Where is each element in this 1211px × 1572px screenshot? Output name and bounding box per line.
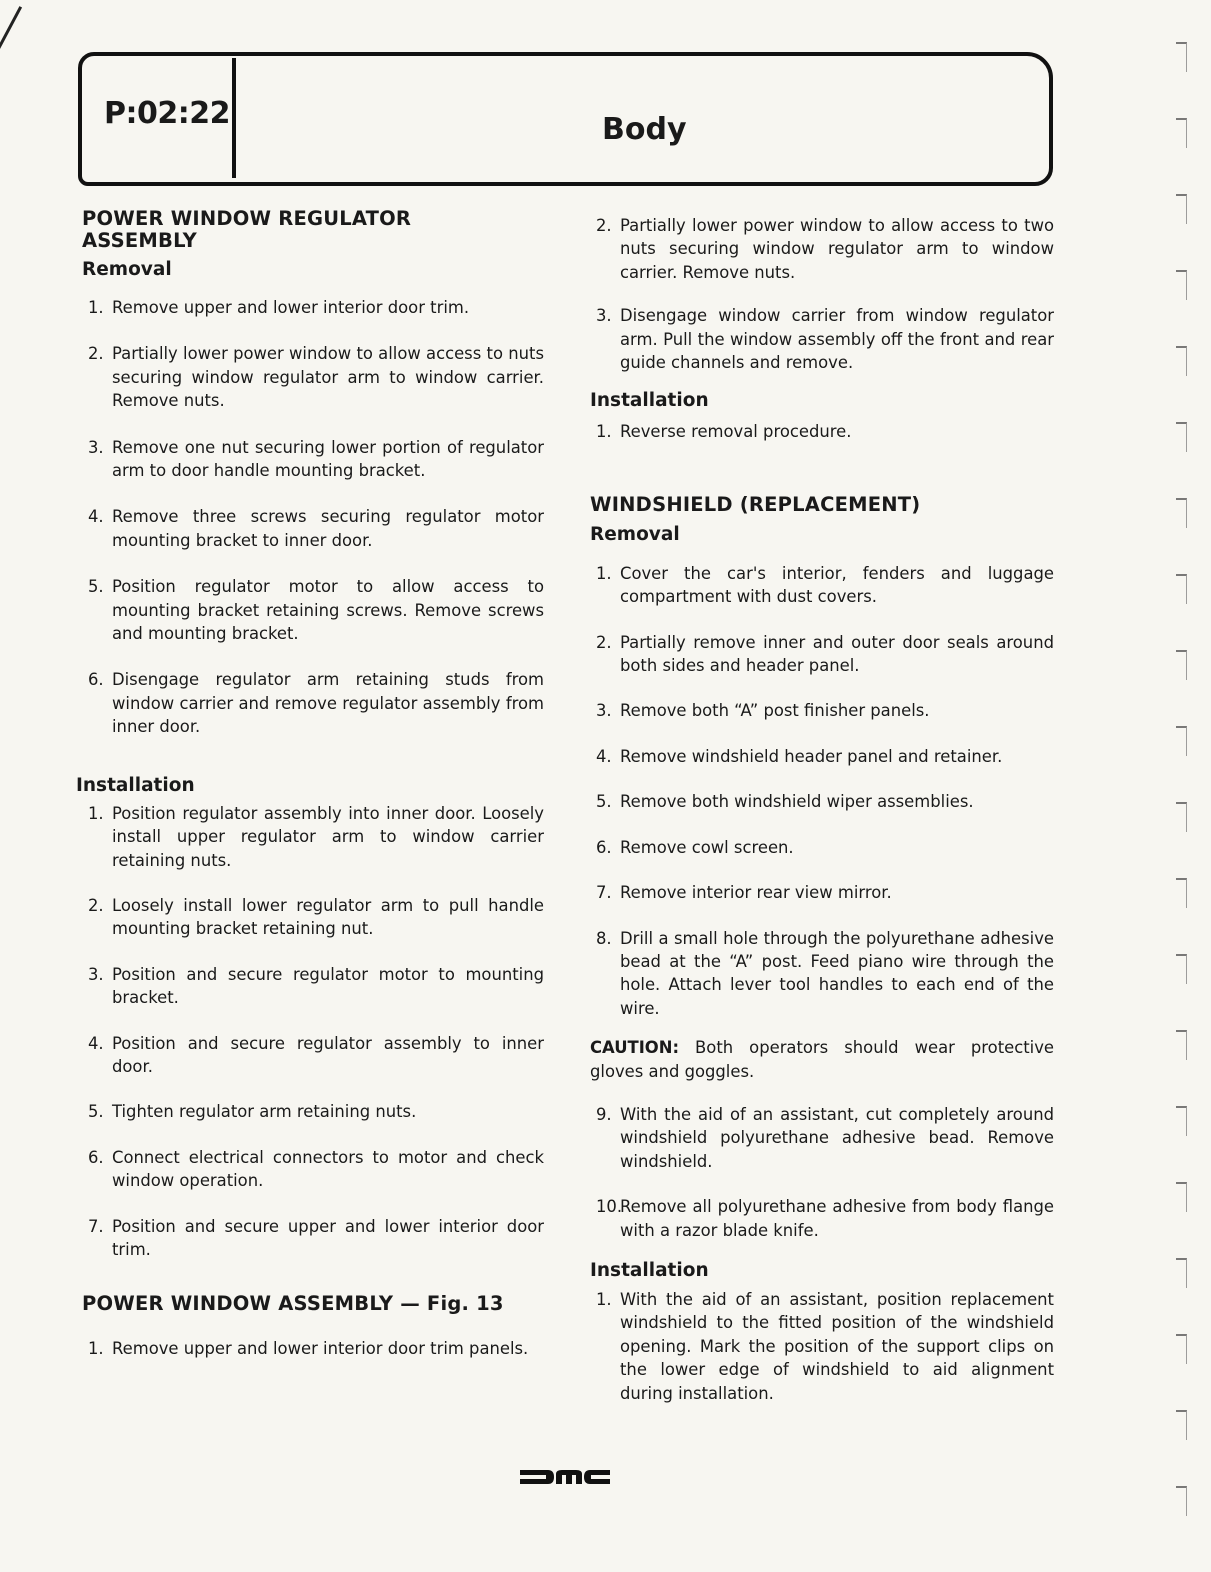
step-number: 4. [88,1033,104,1053]
edge-mark [1176,726,1187,756]
step-text: Tighten regulator arm retaining nuts. [112,1102,417,1122]
step-item [82,1146,544,1193]
installation-heading: Installation [76,774,195,796]
edge-mark [1176,42,1187,72]
installation-heading: Installation [590,390,709,412]
step-text: With the aid of an assistant, position replacement windshield to the fitted position of the windshield opening. Mark the position of the support clips on the lower edge of windshield to aid alignment during installation. [620,1289,1054,1403]
step-number: 9. [596,1104,612,1124]
step-item [82,1032,544,1079]
step-text: With the aid of an assistant, cut completely around windshield polyurethane adhesive bead. Remove windshield. [620,1104,1054,1171]
edge-mark [1176,1486,1187,1516]
step-text: Position regulator assembly into inner door. Loosely install upper regulator arm to window carrier retaining nuts. [112,803,544,870]
step-item [590,881,1054,904]
regulator-installation-steps [82,802,544,1262]
windshield-removal-steps-continued [590,1103,1054,1242]
step-item [82,1215,544,1262]
step-number: 3. [88,437,104,457]
caution-note [590,1036,1054,1083]
step-item [590,927,1054,1021]
step-text: Remove all polyurethane adhesive from body flange with a razor blade knife. [620,1197,1054,1240]
step-item [590,304,1054,374]
regulator-removal-steps [82,296,544,739]
step-text: Position and secure regulator motor to mounting bracket. [112,964,544,1008]
step-item [82,894,544,941]
windshield-installation-steps [590,1288,1054,1405]
step-number: 6. [596,837,612,857]
step-text: Remove both windshield wiper assemblies. [620,792,974,812]
edge-mark [1176,650,1187,680]
edge-mark [1176,346,1187,376]
page-header [78,52,1053,186]
edge-mark [1176,422,1187,452]
edge-mark [1176,878,1187,908]
step-item [590,699,1054,722]
step-number: 1. [88,1339,104,1359]
edge-mark [1176,1410,1187,1440]
step-number: 10. [596,1197,623,1217]
step-number: 2. [88,895,104,915]
step-item [82,342,544,412]
edge-mark [1176,270,1187,300]
step-item [82,963,544,1010]
window-assembly-installation-steps [590,420,1054,443]
step-item [590,562,1054,609]
page-title: Body [602,112,687,147]
step-number: 5. [596,792,612,812]
step-number: 1. [88,803,104,823]
step-item [590,1288,1054,1405]
step-number: 2. [596,632,612,652]
step-item [82,505,544,552]
step-number: 6. [88,1147,104,1167]
edge-mark [1176,1334,1187,1364]
step-item [590,836,1054,859]
step-text: Remove cowl screen. [620,837,794,857]
step-item [590,1103,1054,1173]
step-text: Remove interior rear view mirror. [620,883,892,903]
step-text: Position and secure regulator assembly to inner door. [112,1033,544,1076]
step-text: Reverse removal procedure. [620,422,852,442]
edge-mark [1176,1258,1187,1288]
step-number: 8. [596,928,612,948]
edge-mark [1176,498,1187,528]
dmc-logo [518,1466,612,1488]
page-number: P:02:22 [104,96,230,131]
step-text: Position and secure upper and lower interior door trim. [112,1216,544,1259]
step-text: Remove both “A” post finisher panels. [620,701,930,721]
step-number: 3. [88,964,104,984]
step-number: 2. [88,344,104,364]
step-text: Connect electrical connectors to motor and check window operation. [112,1147,544,1191]
edge-mark [1176,954,1187,984]
step-number: 3. [596,306,612,326]
step-text: Position regulator motor to allow access to mounting bracket retaining screws. Remove screws and mounting bracket. [112,577,544,644]
step-text: Drill a small hole through the polyurethane adhesive bead at the “A” post. Feed piano wire through the hole. Attach lever tool handles to each end of the wire. [620,928,1054,1018]
right-column [590,214,1054,1405]
step-item [590,790,1054,813]
step-item [82,296,544,319]
edge-mark [1176,1030,1187,1060]
step-number: 7. [88,1216,104,1236]
step-item [82,802,544,872]
step-number: 5. [88,1102,104,1122]
step-number: 5. [88,577,104,597]
step-item [82,668,544,738]
step-text: Partially lower power window to allow access to two nuts securing window regulator arm to window carrier. Remove nuts. [620,216,1054,282]
edge-mark [1176,1106,1187,1136]
step-text: Remove one nut securing lower portion of regulator arm to door handle mounting bracket. [112,437,544,481]
step-text: Partially remove inner and outer door seals around both sides and header panel. [620,632,1054,676]
section-title-window-assembly: POWER WINDOW ASSEMBLY — Fig. 13 [82,1292,504,1316]
removal-heading: Removal [82,259,172,280]
windshield-removal-steps [590,562,1054,1020]
step-number: 7. [596,883,612,903]
step-number: 1. [88,298,104,317]
step-item [590,631,1054,678]
window-assembly-steps [82,1337,544,1360]
step-number: 6. [88,670,104,690]
step-item [590,214,1054,284]
step-number: 4. [596,746,612,766]
header-divider [232,58,236,178]
caution-text: Both operators should wear protective gloves and goggles. [590,1038,1054,1081]
step-text: Partially lower power window to allow access to nuts securing window regulator arm to window carrier. Remove nuts. [112,344,544,411]
step-number: 1. [596,422,612,442]
step-item [82,436,544,483]
section-title-windshield: WINDSHIELD (REPLACEMENT) [590,492,921,516]
window-assembly-continued-steps [590,214,1054,374]
edge-mark [1176,118,1187,148]
step-number: 1. [596,563,612,583]
step-number: 4. [88,507,104,527]
caution-label: CAUTION: [590,1038,680,1058]
left-column [76,207,544,1361]
edge-mark [1176,1182,1187,1212]
removal-heading: Removal [590,523,680,545]
step-number: 1. [596,1289,612,1309]
section-title-regulator: POWER WINDOW REGULATOR ASSEMBLY [82,207,412,252]
step-text: Remove upper and lower interior door trim panels. [112,1339,529,1359]
step-text: Loosely install lower regulator arm to pull handle mounting bracket retaining nut. [112,895,544,939]
step-item [82,575,544,645]
installation-heading: Installation [590,1259,709,1281]
step-text: Remove three screws securing regulator motor mounting bracket to inner door. [112,507,544,550]
step-item [590,420,1054,443]
step-text: Cover the car's interior, fenders and luggage compartment with dust covers. [620,563,1054,607]
scan-mark [0,6,22,50]
step-text: Disengage window carrier from window regulator arm. Pull the window assembly off the front and rear guide channels and remove. [620,306,1054,373]
step-text: Remove windshield header panel and retainer. [620,746,1003,766]
edge-mark [1176,802,1187,832]
step-text: Remove upper and lower interior door trim. [112,298,470,317]
step-number: 3. [596,701,612,721]
step-item [590,745,1054,768]
edge-mark [1176,574,1187,604]
step-text: Disengage regulator arm retaining studs from window carrier and remove regulator assembly from inner door. [112,670,544,737]
step-item [590,1195,1054,1242]
step-number: 2. [596,216,612,235]
step-item [82,1100,544,1123]
edge-mark [1176,194,1187,224]
step-item [82,1337,544,1360]
